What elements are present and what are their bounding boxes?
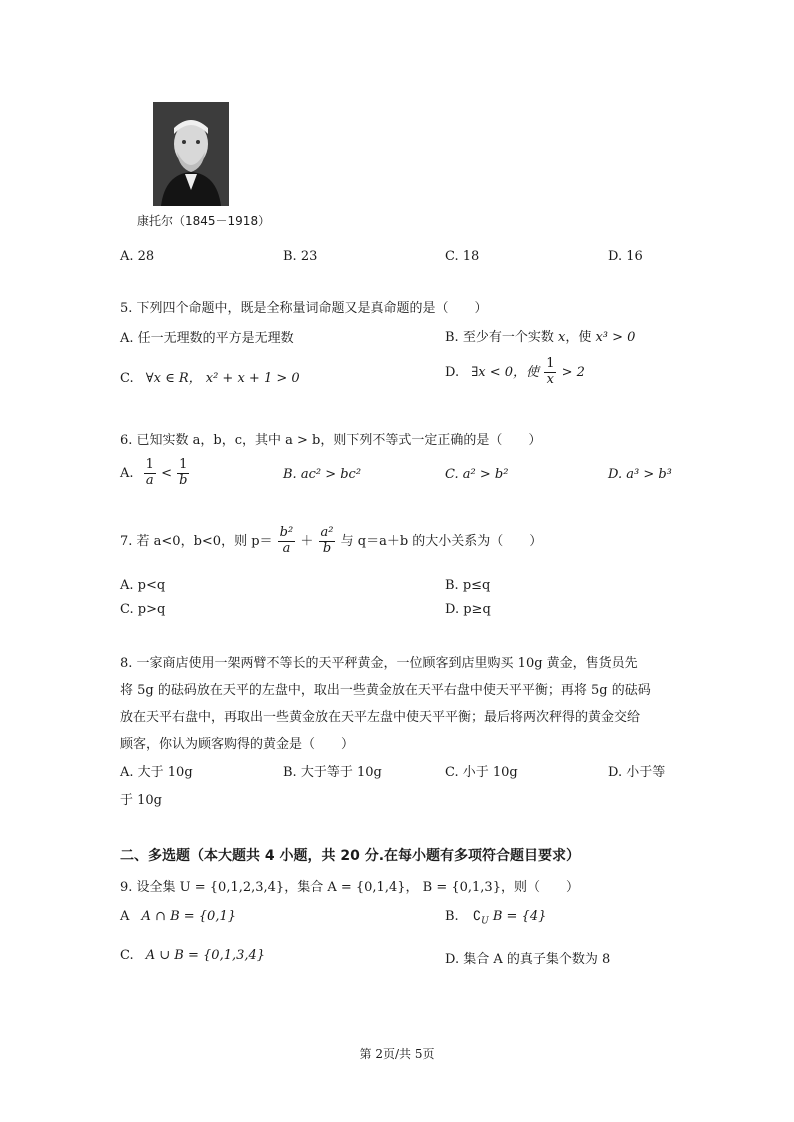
q9-a-prefix: A: [120, 909, 130, 924]
q6-a-frac2: [177, 458, 189, 489]
q5-option-d: [445, 357, 585, 388]
q8-line-1: 8. 一家商店使用一架两臂不等长的天平秤黄金，一位顾客到店里购买 10g 黄金，售货员先: [120, 656, 638, 671]
q6-option-a: [120, 458, 190, 489]
portrait-caption: 康托尔（1845－1918）: [137, 214, 271, 228]
q4-option-a: A. 28: [120, 249, 155, 264]
q6-a-frac1: [144, 458, 156, 489]
q9-option-c: [120, 948, 265, 963]
q8-option-a: A. 大于 10g: [120, 765, 193, 780]
q5-d-frac-num: 1: [546, 356, 555, 371]
q5-d-expr2: > 2: [561, 364, 585, 380]
q7-option-a: A. p<q: [120, 578, 166, 593]
q6-option-c: C. a² > b²: [445, 467, 509, 482]
q7-stem: [120, 526, 542, 557]
q5-c-prefix: C.: [120, 371, 134, 386]
q6-a-den1: a: [145, 472, 154, 488]
q4-option-c: C. 18: [445, 249, 480, 264]
q6-a-num2: 1: [179, 457, 188, 472]
q7-option-d: D. p≥q: [445, 602, 491, 617]
q5-b-var: x: [557, 330, 566, 345]
q8-line-2: 将 5g 的砝码放在天平的左盘中，取出一些黄金放在天平右盘中使天平平衡；再将 5g 的砝码: [120, 683, 651, 698]
q5-d-prefix: D.: [445, 364, 460, 380]
q5-option-b: [445, 326, 635, 345]
q7-option-c: C. p>q: [120, 602, 166, 617]
q4-option-d: D. 16: [608, 249, 643, 264]
page-footer: 第 2页/共 5页: [359, 1047, 435, 1061]
q9-option-d: D. 集合 A 的真子集个数为 8: [445, 952, 611, 967]
q9-b-expr: B = {4}: [492, 909, 547, 924]
q6-option-b: B. ac² > bc²: [283, 467, 362, 482]
q5-d-frac-den: x: [546, 371, 554, 387]
q6-a-den2: b: [179, 472, 188, 488]
q8-option-d-continued: 于 10g: [120, 793, 162, 808]
q9-option-b: [445, 909, 546, 927]
portrait-image: [153, 102, 229, 206]
q5-option-c: [120, 367, 300, 386]
q9-a-expr: A ∩ B = {0,1}: [141, 909, 237, 924]
q5-stem: 5. 下列四个命题中，既是全称量词命题又是真命题的是（ ）: [120, 301, 488, 316]
q7-stem1: 7. 若 a<0，b<0，则 p＝: [120, 533, 273, 549]
complement-symbol: ∁: [472, 909, 482, 924]
q5-b-expr: x³ > 0: [595, 330, 636, 345]
q9-b-prefix: B.: [445, 909, 459, 924]
q7-f2-num: a²: [320, 525, 334, 540]
q8-option-b: B. 大于等于 10g: [283, 765, 382, 780]
q6-option-d: D. a³ > b³: [608, 467, 672, 482]
q7-f1-den: a: [282, 540, 291, 556]
q8-line-3: 放在天平右盘中，再取出一些黄金放在天平左盘中使天平平衡；最后将两次秤得的黄金交给: [120, 710, 641, 725]
q5-option-a: A. 任一无理数的平方是无理数: [120, 331, 294, 346]
q5-b-text: B. 至少有一个实数: [445, 330, 554, 345]
q7-stem2: 与 q＝a＋b 的大小关系为（ ）: [340, 533, 543, 549]
q9-stem: 9. 设全集 U = {0,1,2,3,4}，集合 A = {0,1,4}， B = {0,1,3}，则（ ）: [120, 880, 579, 895]
q7-frac1: [278, 526, 296, 557]
q9-option-a: [120, 909, 236, 924]
q5-d-fraction: [544, 357, 556, 388]
q5-b-text2: ，使: [565, 330, 592, 345]
q7-option-b: B. p≤q: [445, 578, 491, 593]
q8-option-c: C. 小于 10g: [445, 765, 518, 780]
section-title: 二、多选题（本大题共 4 小题，共 20 分.在每小题有多项符合题目要求）: [120, 848, 581, 864]
q9-c-expr: A ∪ B = {0,1,3,4}: [145, 948, 266, 963]
q4-option-b: B. 23: [283, 249, 318, 264]
q6-a-op: <: [161, 465, 172, 481]
q5-d-expr1: ∃x < 0，使: [471, 364, 540, 380]
q7-frac2: [319, 526, 336, 557]
q6-a-prefix: A.: [120, 465, 134, 481]
q5-c-expr: ∀x ∈ R， x² + x + 1 > 0: [145, 371, 300, 386]
q9-c-prefix: C.: [120, 948, 134, 963]
q7-f1-num: b²: [279, 525, 294, 540]
q6-a-num1: 1: [145, 457, 154, 472]
q8-line-4: 顾客，你认为顾客购得的黄金是（ ）: [120, 737, 355, 752]
q6-stem: 6. 已知实数 a，b，c，其中 a > b，则下列不等式一定正确的是（ ）: [120, 433, 542, 448]
q7-plus: ＋: [300, 533, 314, 549]
q9-b-sub: U: [481, 916, 489, 927]
q7-f2-den: b: [322, 540, 332, 556]
cantor-portrait: [153, 102, 229, 206]
q8-option-d: D. 小于等: [608, 765, 666, 780]
